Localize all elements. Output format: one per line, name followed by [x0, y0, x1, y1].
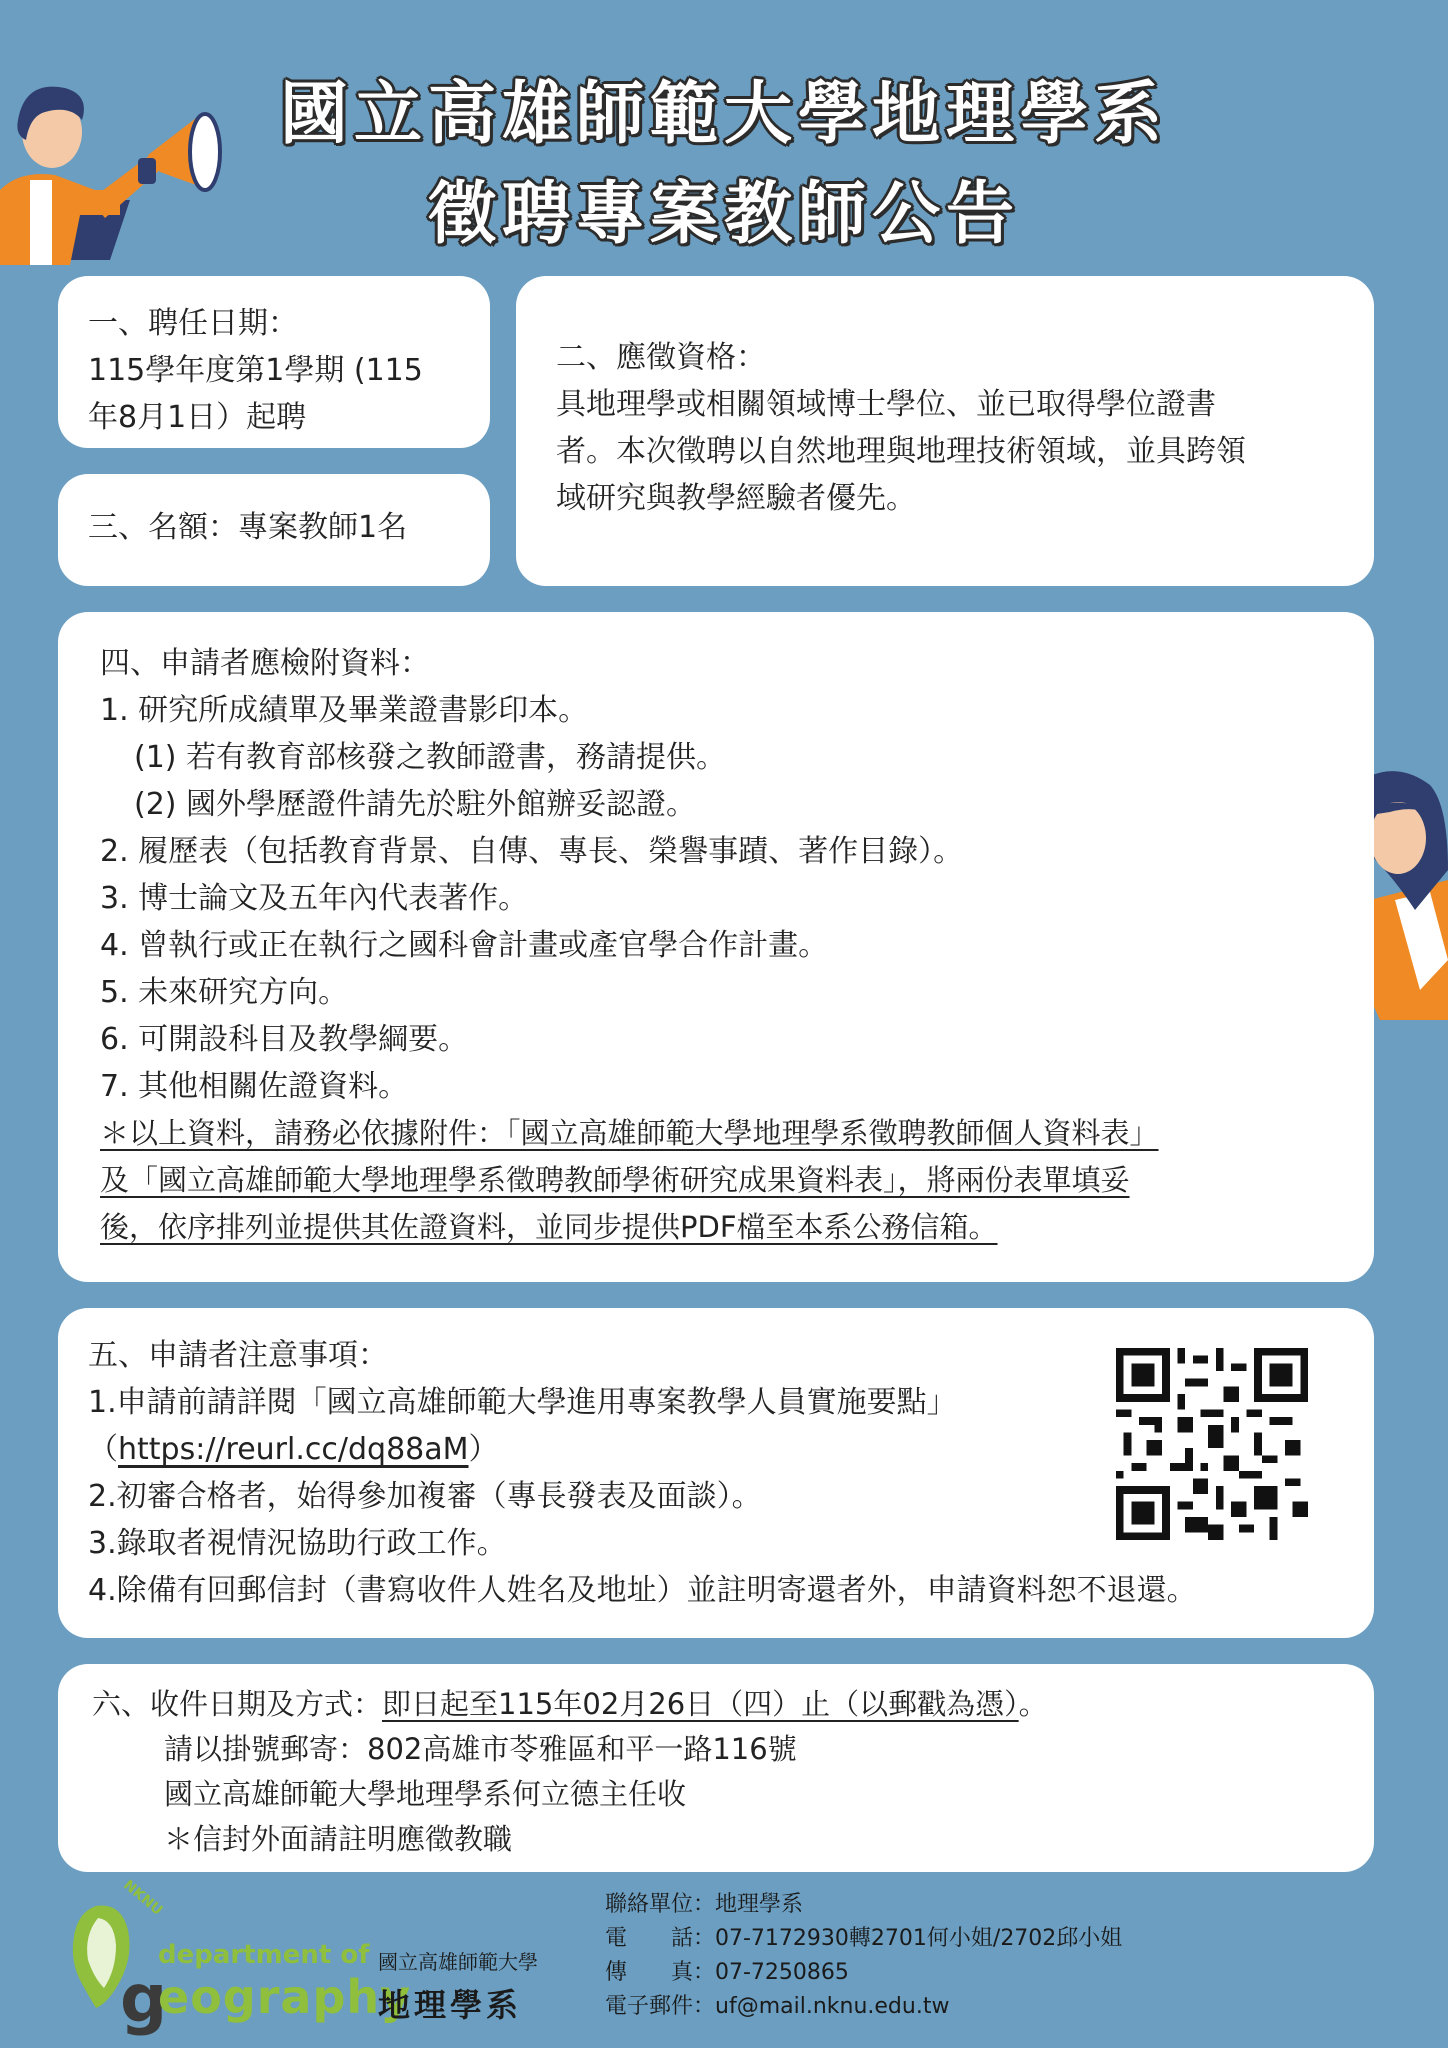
contact-unit: 聯絡單位：地理學系 [605, 1892, 804, 1917]
section-quota [58, 474, 490, 586]
deadline-end: 。 [1018, 1687, 1048, 1721]
section5-item4: 4.除備有回郵信封（書寫收件人姓名及地址）並註明寄還者外，申請資料恕不退還。 [88, 1573, 1197, 1608]
logo-nknu-text: NKNU [120, 1877, 166, 1919]
section6-line4: ＊信封外面請註明應徵教職 [164, 1822, 513, 1856]
list-item: (2) 國外學歷證件請先於駐外館辦妥認證。 [134, 787, 697, 822]
logo-geography: eography [158, 1970, 412, 2024]
contact-email[interactable]: 電子郵件：uf@mail.nknu.edu.tw [605, 1994, 950, 2019]
section2-line3: 域研究與教學經驗者優先。 [556, 481, 916, 516]
section6-line1 [92, 1682, 1340, 1727]
contact-info [605, 1888, 1122, 2024]
section6-line2: 請以掛號郵寄：802高雄市苓雅區和平一路116號 [164, 1732, 797, 1766]
man-megaphone-illustration [0, 50, 240, 265]
section1-heading: 一、聘任日期： [88, 306, 298, 341]
section6-heading: 六、收件日期及方式： [92, 1687, 383, 1721]
list-item: (1) 若有教育部核發之教師證書，務請提供。 [134, 740, 727, 775]
section-required-documents [58, 612, 1374, 1282]
page-title-line1: 國立高雄師範大學地理學系 [279, 75, 1168, 154]
contact-fax: 傳 真：07-7250865 [605, 1960, 849, 1985]
list-item: 1. 研究所成績單及畢業證書影印本。 [100, 693, 589, 728]
section4-heading: 四、申請者應檢附資料： [100, 646, 430, 681]
section-notes [58, 1308, 1374, 1638]
logo-school-name: 國立高雄師範大學 [378, 1950, 538, 1974]
page-title-line2: 徵聘專案教師公告 [427, 175, 1020, 254]
link-open-paren: （ [88, 1432, 118, 1467]
deadline-text: 即日起至115年02月26日（四）止（以郵戳為憑） [382, 1687, 1019, 1721]
section5-item1: 1.申請前請詳閱「國立高雄師範大學進用專案教學人員實施要點」 [88, 1385, 957, 1420]
logo-department-of: department of [158, 1940, 370, 1970]
list-item: 6. 可開設科目及教學綱要。 [100, 1022, 469, 1057]
section-submission [58, 1664, 1374, 1872]
section4-note-line1: ＊以上資料，請務必依據附件：「國立高雄師範大學地理學系徵聘教師個人資料表」 [100, 1116, 1159, 1150]
logo-dept-name: 地理學系 [378, 1986, 523, 2024]
list-item: 4. 曾執行或正在執行之國科會計畫或產官學合作計畫。 [100, 928, 829, 963]
section-qualifications [516, 276, 1374, 586]
section6-line3: 國立高雄師範大學地理學系何立德主任收 [164, 1777, 687, 1811]
department-logo [60, 1877, 560, 2040]
regulation-link[interactable]: https://reurl.cc/dq88aM [118, 1432, 469, 1467]
contact-phone: 電 話：07-7172930轉2701何小姐/2702邱小姐 [605, 1926, 1123, 1951]
qr-code-icon[interactable] [1116, 1348, 1308, 1540]
list-item: 5. 未來研究方向。 [100, 975, 349, 1010]
list-item: 2. 履歷表（包括教育背景、自傳、專長、榮譽事蹟、著作目錄）。 [100, 834, 964, 869]
section2-line1: 具地理學或相關領域博士學位、並已取得學位證書 [556, 387, 1216, 422]
list-item: 3. 博士論文及五年內代表著作。 [100, 881, 529, 916]
section2-line2: 者。本次徵聘以自然地理與地理技術領域，並具跨領 [556, 434, 1246, 469]
section4-note-line2: 及「國立高雄師範大學地理學系徵聘教師學術研究成果資料表」，將兩份表單填妥 [100, 1163, 1130, 1197]
section4-note-line3: 後，依序排列並提供其佐證資料，並同步提供PDF檔至本系公務信箱。 [100, 1210, 998, 1244]
logo-g-letter: g [120, 1960, 168, 2037]
link-close-paren: ） [468, 1432, 499, 1467]
list-item: 7. 其他相關佐證資料。 [100, 1069, 409, 1104]
section5-item2: 2.初審合格者，始得參加複審（專長發表及面談）。 [88, 1479, 762, 1514]
section1-line1: 115學年度第1學期 (115 [88, 353, 423, 388]
section3-text: 三、名額：專案教師1名 [88, 510, 408, 545]
section5-item3: 3.錄取者視情況協助行政工作。 [88, 1526, 507, 1561]
section2-heading: 二、應徵資格： [556, 340, 766, 375]
section1-line2: 年8月1日）起聘 [88, 400, 307, 435]
section5-heading: 五、申請者注意事項： [88, 1338, 388, 1373]
section-appointment-date [58, 276, 490, 448]
